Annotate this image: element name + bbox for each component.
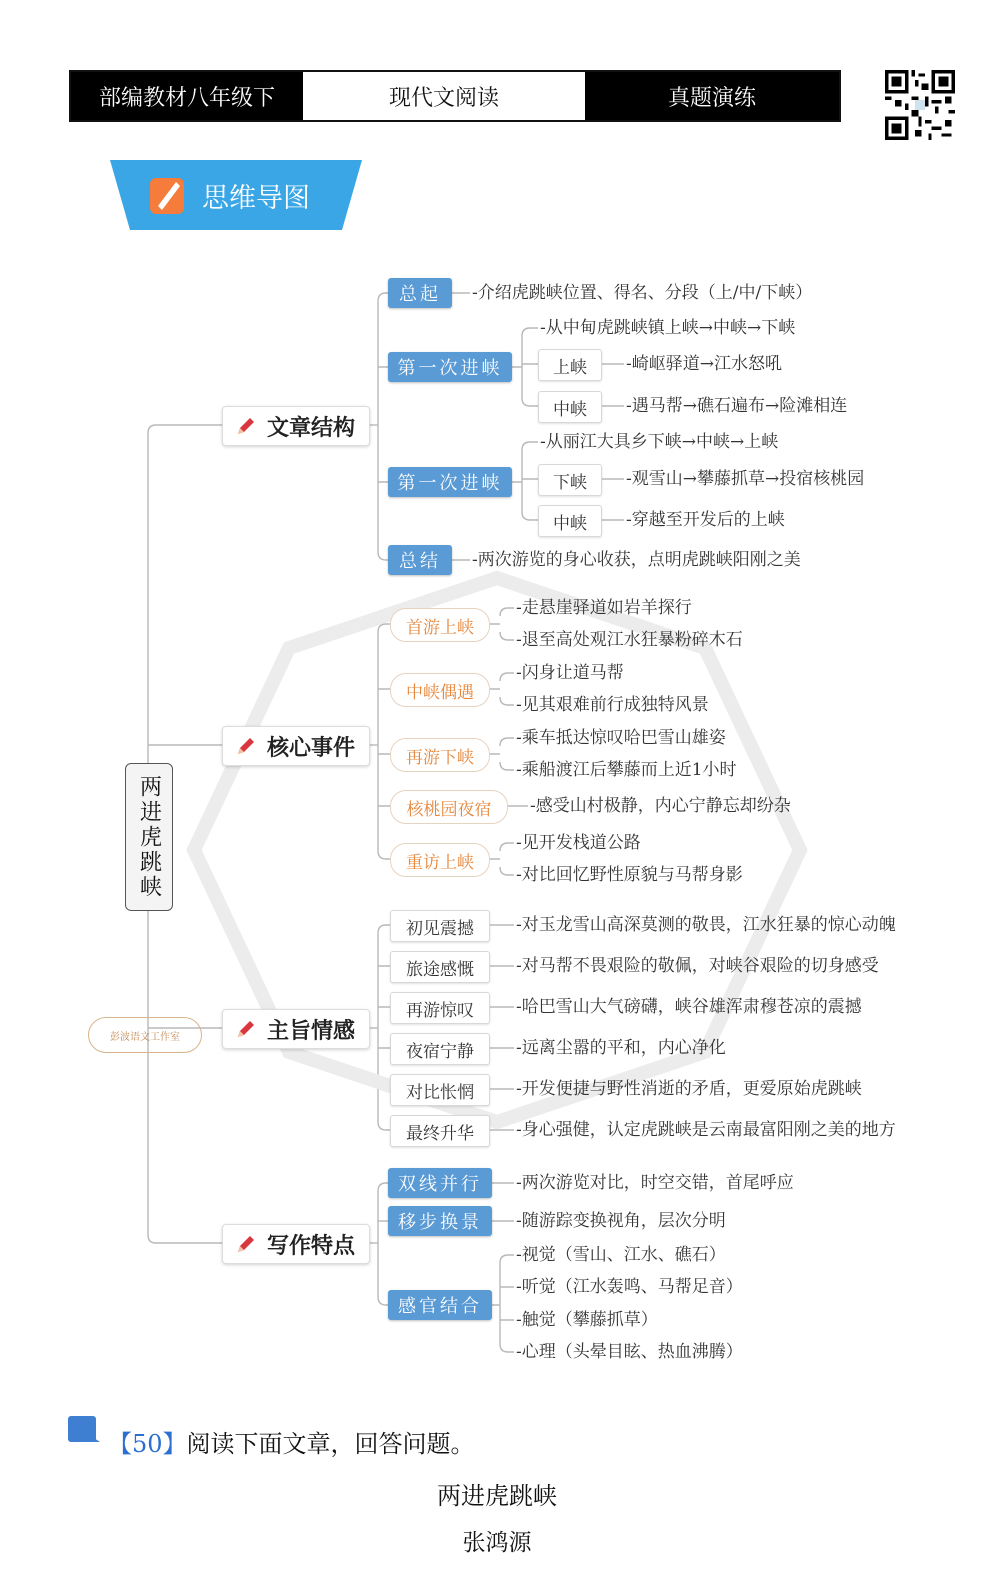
category-structure [222,406,370,446]
tag-event-4: 核桃园夜宿 [390,790,508,824]
pencil-icon [235,415,257,437]
trip2-route: -从丽江大具乡下峡→中峡→上峡 [540,432,779,452]
emotion-5-text: -开发便捷与野性消逝的矛盾，更爱原始虎跳峡 [516,1079,862,1099]
tag-event-2: 中峡偶遇 [390,673,490,707]
tag-event-3: 再游下峡 [390,738,490,772]
event-1-b: -退至高处观江水狂暴粉碎木石 [516,630,743,650]
question-line [108,1424,475,1459]
tag-trip2-lower: 下峡 [538,464,602,496]
article-author: 张鸿源 [462,1530,532,1556]
event-3-a: -乘车抵达惊叹哈巴雪山雄姿 [516,728,726,748]
category-writing-label: 写作特点 [267,1232,356,1259]
bookmark-icon [66,1414,102,1448]
tag-trip1-middle: 中峡 [538,391,602,423]
question-number: 【50】 [108,1430,187,1458]
pencil-icon [235,735,257,757]
tag-trip1: 第一次进峡 [388,352,512,382]
emotion-1-text: -对玉龙雪山高深莫测的敬畏，江水狂暴的惊心动魄 [516,915,896,935]
trip1-route: -从中甸虎跳峡镇上峡→中峡→下峡 [540,318,796,338]
tag-writing-2: 移步换景 [388,1206,492,1236]
tag-writing-3: 感官结合 [388,1290,492,1320]
event-5-a: -见开发栈道公路 [516,833,641,853]
tag-intro: 总起 [388,278,452,308]
grade-label: 部编教材八年级下 [71,72,303,120]
writing-3-touch: -触觉（攀藤抓草） [516,1310,658,1330]
section-label: 真题演练 [585,72,839,120]
tag-emotion-2: 旅途感慨 [390,951,490,983]
event-5-b: -对比回忆野性原貌与马帮身影 [516,865,743,885]
tag-emotion-5: 对比怅惘 [390,1074,490,1106]
tag-trip2-middle: 中峡 [538,505,602,537]
trip1-middle-text: -遇马帮→礁石遍布→险滩相连 [626,396,848,416]
tag-summary: 总结 [388,545,452,575]
trip2-middle-text: -穿越至开发后的上峡 [626,510,785,530]
tag-emotion-3: 再游惊叹 [390,992,490,1024]
emotion-2-text: -对马帮不畏艰险的敬佩，对峡谷艰险的切身感受 [516,956,879,976]
category-writing [222,1224,370,1264]
studio-stamp: 彭波语文工作室 [88,1017,202,1053]
emotion-3-text: -哈巴雪山大气磅礴，峡谷雄浑肃穆苍凉的震撼 [516,997,862,1017]
tag-trip1-upper: 上峡 [538,349,602,381]
tag-emotion-4: 夜宿宁静 [390,1033,490,1065]
tag-emotion-6: 最终升华 [390,1115,490,1147]
category-emotion [222,1009,370,1049]
tag-event-1: 首游上峡 [390,608,490,642]
root-title: 两进虎跳峡 [136,774,162,900]
mindmap-root [125,763,173,911]
event-1-a: -走悬崖驿道如岩羊探行 [516,598,692,618]
emotion-6-text: -身心强健，认定虎跳峡是云南最富阳刚之美的地方 [516,1120,896,1140]
writing-3-mind: -心理（头晕目眩、热血沸腾） [516,1342,743,1362]
pencil-icon [235,1233,257,1255]
tag-writing-1: 双线并行 [388,1168,492,1198]
writing-3-audio: -听觉（江水轰鸣、马帮足音） [516,1277,743,1297]
writing-3-visual: -视觉（雪山、江水、礁石） [516,1245,726,1265]
event-4-a: -感受山村极静，内心宁静忘却纷杂 [530,796,791,816]
trip1-upper-text: -崎岖驿道→江水怒吼 [626,354,782,374]
event-2-b: -见其艰难前行成独特风景 [516,695,709,715]
category-events-label: 核心事件 [267,734,356,761]
tag-event-5: 重访上峡 [390,843,490,877]
article-title: 两进虎跳峡 [437,1482,557,1510]
pencil-icon [235,1018,257,1040]
tag-emotion-1: 初见震撼 [390,910,490,942]
question-prompt: 阅读下面文章，回答问题。 [186,1430,475,1458]
event-3-b: -乘船渡江后攀藤而上近1小时 [516,760,737,780]
summary-text: -两次游览的身心收获，点明虎跳峡阳刚之美 [472,550,801,570]
category-structure-label: 文章结构 [267,414,356,441]
emotion-4-text: -远离尘嚣的平和，内心净化 [516,1038,726,1058]
writing-2-text: -随游踪变换视角，层次分明 [516,1211,726,1231]
category-events [222,726,370,766]
banner-title: 思维导图 [202,183,310,214]
intro-text: -介绍虎跳峡位置、得名、分段（上/中/下峡） [472,283,813,303]
trip2-lower-text: -观雪山→攀藤抓草→投宿核桃园 [626,469,865,489]
event-2-a: -闪身让道马帮 [516,663,624,683]
writing-1-text: -两次游览对比，时空交错，首尾呼应 [516,1173,794,1193]
subject-label: 现代文阅读 [303,72,585,120]
category-emotion-label: 主旨情感 [267,1017,356,1044]
tag-trip2: 第一次进峡 [388,467,512,497]
